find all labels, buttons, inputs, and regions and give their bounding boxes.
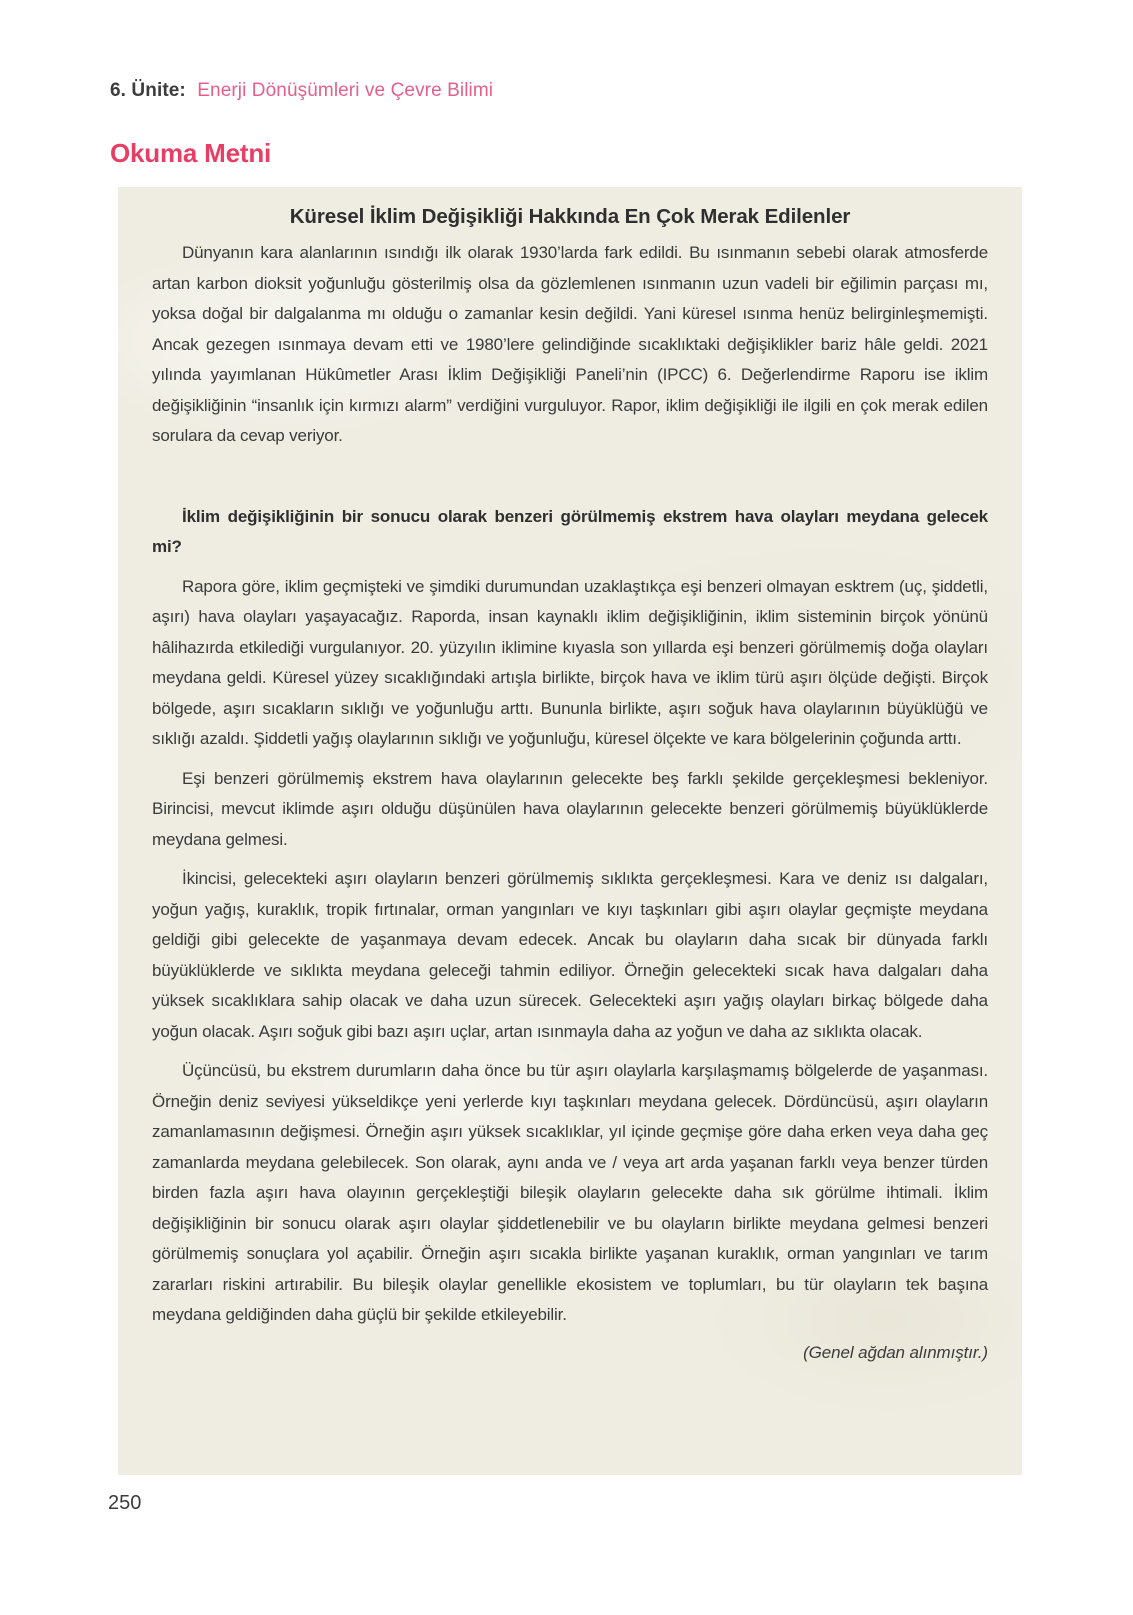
body-paragraph-3: İkincisi, gelecekteki aşırı olayların benzeri görülmemiş sıklıkta gerçekleşmesi. Kara ve deniz ısı dalgaları, yoğun yağış, kuraklık, tropik fırtınalar, orman yangınları ve kıyı taşkınları gibi aşırı olaylar geçmişte meydana geldiği gibi gelecekte de yaşanmaya devam edecek. Ancak bu olayların daha sıcak bir dünyada farklı büyüklüklerde ve sıklıkta meydana geleceği tahmin ediliyor. Örneğin gelecekteki sıcak hava dalgaları daha yüksek sıcaklıklara sahip olacak ve daha uzun sürecek. Gelecekteki aşırı yağış olayları birkaç bölgede daha yoğun olacak. Aşırı soğuk gibi bazı aşırı uçlar, artan ısınmayla daha az yoğun ve daha az sıklıkta olacak. (152, 869, 988, 1041)
body-paragraph-1: Rapora göre, iklim geçmişteki ve şimdiki durumundan uzaklaştıkça eşi benzeri olmayan esktrem (uç, şiddetli, aşırı) hava olayları yaşayacağız. Raporda, insan kaynaklı iklim değişikliğinin, iklim sisteminin birçok yönünü hâlihazırda etkilediği vurgulanıyor. 20. yüzyılın iklimine kıyasla son yıllarda eşi benzeri görülmemiş doğa olayları meydana geldi. Küresel yüzey sıcaklığındaki artışla birlikte, birçok hava ve iklim türü aşırı ölçüde değişti. Birçok bölgede, aşırı sıcakların sıklığı ve yoğunluğu arttı. Bununla birlikte, aşırı soğuk hava olaylarının büyüklüğü ve sıklığı azaldı. Şiddetli yağış olaylarının sıklığı ve yoğunluğu, küresel ölçekte ve kara bölgelerinin çoğunda arttı. (152, 576, 988, 748)
source-note: (Genel ağdan alınmıştır.) (803, 1342, 988, 1362)
body-paragraph-4: Üçüncüsü, bu ekstrem durumların daha önce bu tür aşırı olaylarla karşılaşmamış bölgelerde de yaşanması. Örneğin deniz seviyesi yükseldikçe yeni yerlerde kıyı taşkınları meydana gelecek. Dördüncüsü, aşırı olayların zamanlamasının değişmesi. Örneğin aşırı yüksek sıcaklıklar, yıl içinde geçmişe göre daha erken veya daha geç zamanlarda meydana gelebilecek. Son olarak, aynı anda ve / veya art arda yaşanan farklı veya benzer türden birden fazla aşırı hava olayının gerçekleştiği bileşik olayların gelecekte daha sık görülme ihtimali. İklim değişikliğinin bir sonucu olarak aşırı olaylar şiddetlenebilir ve bu olayların birlikte meydana gelmesi benzeri görülmemiş sonuçlara yol açabilir. Örneğin aşırı sıcakla birlikte yaşanan kuraklık, orman yangınları ve tarım zararları riskini artırabilir. Bu bileşik olaylar genellikle ekosistem ve toplumları, bu tür olayların tek başına meydana geldiğinden daha güçlü bir şekilde etkileyebilir. (152, 1061, 988, 1324)
page-number: 250 (108, 1492, 142, 1514)
section-title: Okuma Metni (110, 138, 272, 168)
reading-title: Küresel İklim Değişikliği Hakkında En Çok Merak Edilenler (289, 205, 851, 228)
body-paragraph-2: Eşi benzeri görülmemiş ekstrem hava olaylarının gelecekte beş farklı şekilde gerçekleşmesi bekleniyor. Birincisi, mevcut iklimde aşırı olduğu düşünülen hava olaylarının gelecekte benzeri görülmemiş büyüklüklerde meydana gelmesi. (152, 768, 988, 849)
question-heading: İklim değişikliğinin bir sonucu olarak benzeri görülmemiş ekstrem hava olayları meydana gelecek mi? (152, 506, 988, 556)
unit-number-label: 6. Ünite: (110, 80, 186, 101)
unit-header (110, 80, 493, 102)
reading-box (118, 187, 1022, 1475)
unit-title: Enerji Dönüşümleri ve Çevre Bilimi (197, 80, 494, 101)
intro-paragraph: Dünyanın kara alanlarının ısındığı ilk olarak 1930’larda fark edildi. Bu ısınmanın sebebi olarak atmosferde artan karbon dioksit yoğunluğu gösterilmiş olsa da gözlemlenen ısınmanın uzun vadeli bir eğilimin parçası mı, yoksa doğal bir dalgalanma mı olduğu o zamanlar kesin değildi. Yani küresel ısınma henüz belirginleşmemişti. Ancak gezegen ısınmaya devam etti ve 1980’lere gelindiğinde sıcaklıktaki değişiklikler bariz hâle geldi. 2021 yılında yayımlanan Hükûmetler Arası İklim Değişikliği Paneli’nin (IPCC) 6. Değerlendirme Raporu ise iklim değişikliğinin “insanlık için kırmızı alarm” verdiğini vurguluyor. Rapor, iklim değişikliği ile ilgili en çok merak edilen sorulara da cevap veriyor. (152, 243, 988, 445)
